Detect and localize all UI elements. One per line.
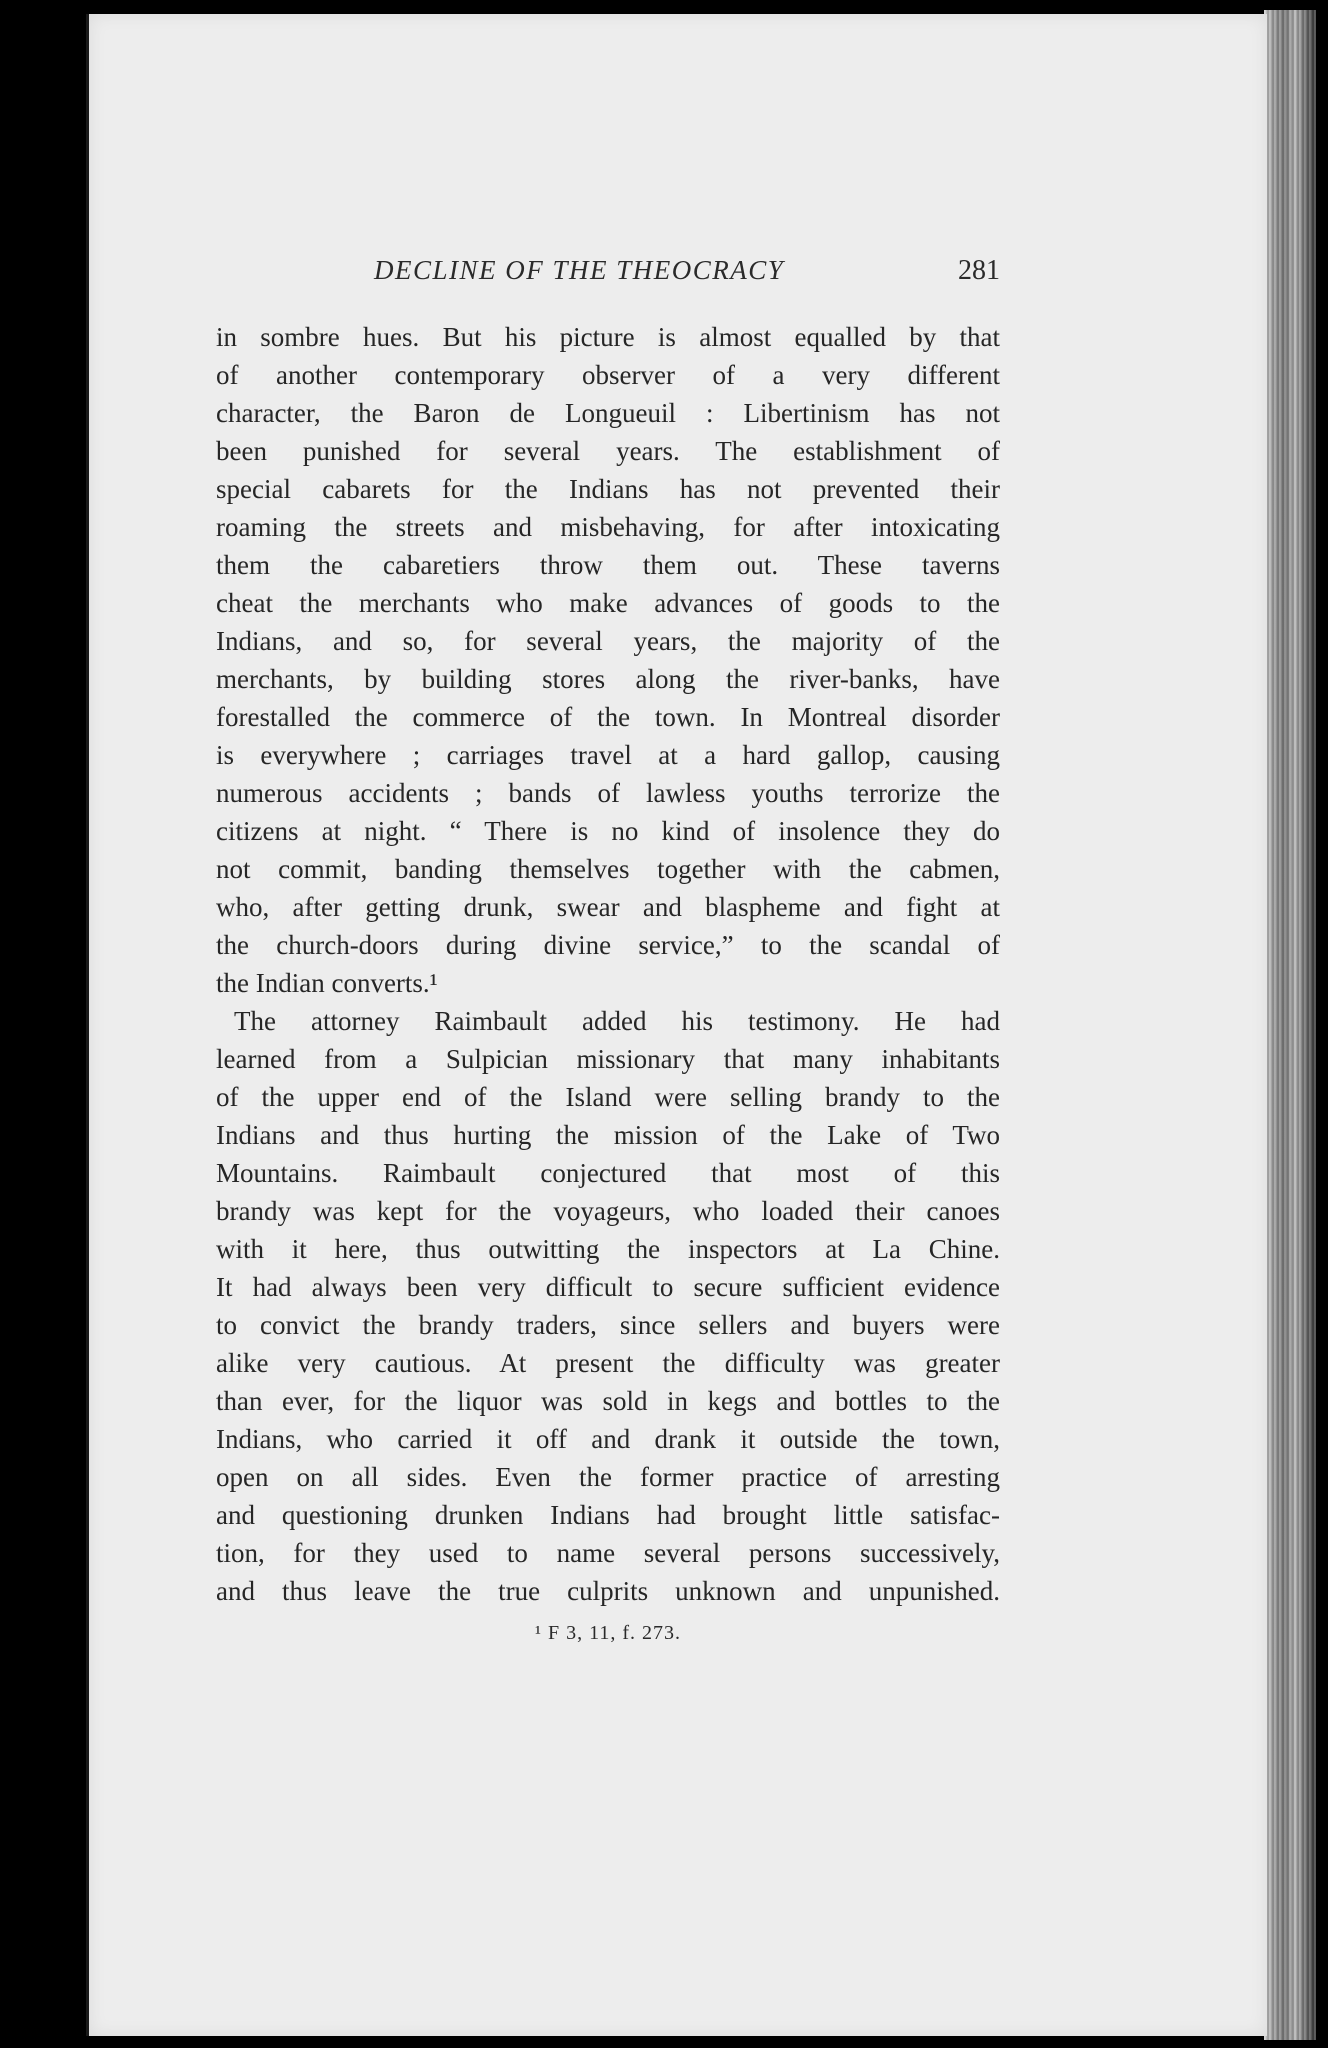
text-line: brandy was kept for the voyageurs, who loaded their canoes [216,1196,1000,1226]
running-head [216,255,1000,295]
running-title: DECLINE OF THE THEOCRACY [374,255,785,285]
text-line: alike very cautious. At present the difficulty was greater [216,1348,1000,1378]
text-line: is everywhere ; carriages travel at a hard gallop, causing [216,740,1000,770]
text-line: numerous accidents ; bands of lawless youths terrorize the [216,778,1000,808]
text-line: not commit, banding themselves together with the cabmen, [216,854,1000,884]
body-text [216,318,1000,1610]
paragraph-2 [216,1002,1000,1610]
text-line: merchants, by building stores along the river-banks, have [216,664,1000,694]
paragraph-1 [216,318,1000,1002]
page-number: 281 [958,255,1000,286]
text-line: forestalled the commerce of the town. In Montreal disorder [216,702,1000,732]
text-line: the Indian converts.¹ [216,968,438,998]
footnote: ¹ F 3, 11, f. 273. [534,1622,682,1644]
text-line: them the cabaretiers throw them out. These taverns [216,550,1000,580]
text-line: Indians, and so, for several years, the majority of the [216,626,1000,656]
text-line: in sombre hues. But his picture is almost equalled by that [216,322,1000,352]
text-line: with it here, thus outwitting the inspectors at La Chine. [216,1234,1000,1264]
text-line: been punished for several years. The establishment of [216,436,1000,466]
text-line: of the upper end of the Island were selling brandy to the [216,1082,1000,1112]
text-line: roaming the streets and misbehaving, for after intoxicating [216,512,1000,542]
text-line: character, the Baron de Longueuil : Libertinism has not [216,398,1000,428]
text-line: citizens at night. “ There is no kind of insolence they do [216,816,1000,846]
book-page-edges [1264,10,1316,2040]
text-line: to convict the brandy traders, since sellers and buyers were [216,1310,1000,1340]
text-line: cheat the merchants who make advances of goods to the [216,588,1000,618]
text-line: special cabarets for the Indians has not prevented their [216,474,1000,504]
text-line: than ever, for the liquor was sold in kegs and bottles to the [216,1386,1000,1416]
text-line: Indians and thus hurting the mission of the Lake of Two [216,1120,1000,1150]
text-line: Mountains. Raimbault conjectured that most of this [216,1158,1000,1188]
text-line: The attorney Raimbault added his testimony. He had [234,1006,1000,1036]
text-line: learned from a Sulpician missionary that many inhabitants [216,1044,1000,1074]
text-line: open on all sides. Even the former practice of arresting [216,1462,1000,1492]
text-line: and thus leave the true culprits unknown and unpunished. [216,1576,1000,1606]
text-line: of another contemporary observer of a very different [216,360,1000,390]
text-line: who, after getting drunk, swear and blaspheme and fight at [216,892,1000,922]
text-line: the church-doors during divine service,” to the scandal of [216,930,1000,960]
text-line: tion, for they used to name several persons successively, [216,1538,1000,1568]
text-line: and questioning drunken Indians had brought little satisfac- [216,1500,1000,1530]
text-line: It had always been very difficult to secure sufficient evidence [216,1272,1000,1302]
text-line: Indians, who carried it off and drank it outside the town, [216,1424,1000,1454]
